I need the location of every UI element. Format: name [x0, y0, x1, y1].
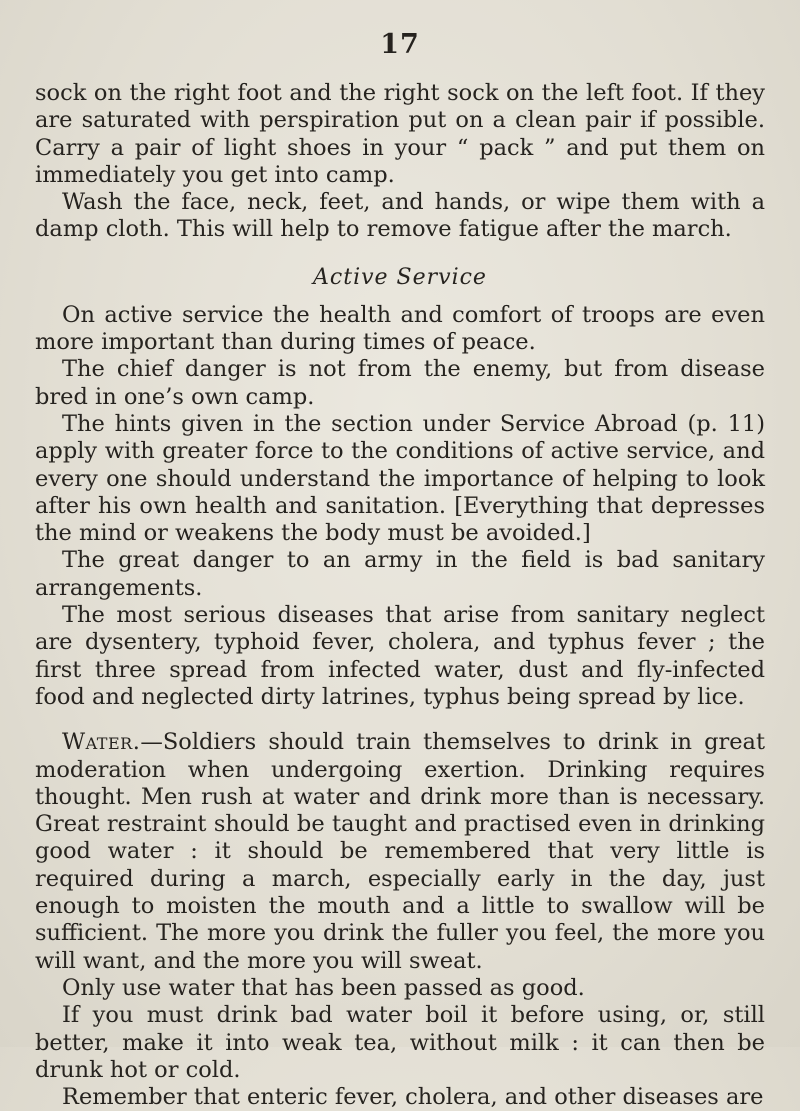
body-paragraph: The chief danger is not from the enemy, but from disease bred in one’s own camp. [35, 356, 765, 410]
water-text: —Soldiers should train themselves to drink in great moderation when undergoing exertion. Drinking requires thought. Men rush at water and drink more than is necessary. Great restraint should be taught and practised even in drinking good water : it should be remembered that very little is required during a march, especially early in the day, just enough to moisten the mouth and a little to swallow will be sufficient. The more you drink the fuller you feel, the more you will want, and the more you will sweat. [35, 729, 765, 974]
water-lead: Water. [62, 729, 141, 756]
body-paragraph: Remember that enteric fever, cholera, and other diseases are [62, 1084, 764, 1111]
paragraph-gap [35, 711, 765, 729]
body-paragraph: Wash the face, neck, feet, and hands, or wipe them with a damp cloth. This will help to remove fatigue after the march. [35, 189, 765, 243]
body-paragraph: On active service the health and comfort of troops are even more important than during times of peace. [35, 301, 765, 356]
water-paragraph [35, 729, 765, 975]
body-paragraph: The great danger to an army in the field is bad sanitary arrangements. [35, 547, 765, 601]
body-paragraph: The hints given in the section under Service Abroad (p. 11) apply with greater force to the conditions of active service, and every one should understand the importance of helping to look after his own health and sanitation. [Everything that depresses the mind or weakens the body must be avoided.] [35, 410, 765, 547]
body-paragraph: If you must drink bad water boil it before using, or, still better, make it into weak tea, without milk : it can then be drunk hot or cold. [35, 1002, 765, 1083]
page-number: 17 [380, 29, 420, 60]
body-paragraph: The most serious diseases that arise from sanitary neglect are dysentery, typhoid fever, cholera, and typhus fever ; the first three spread from infected water, dust and fly-infected food and neglected dirty latrines, typhus being spread by lice. [35, 602, 765, 710]
body-paragraph: sock on the right foot and the right sock on the left foot. If they are saturated with perspiration put on a clean pair if possible. Carry a pair of light shoes in your “ pack ” and put them on immediately you get into camp. [35, 80, 765, 188]
body-paragraph: Only use water that has been passed as good. [62, 974, 585, 1001]
section-heading: Active Service [313, 264, 487, 290]
